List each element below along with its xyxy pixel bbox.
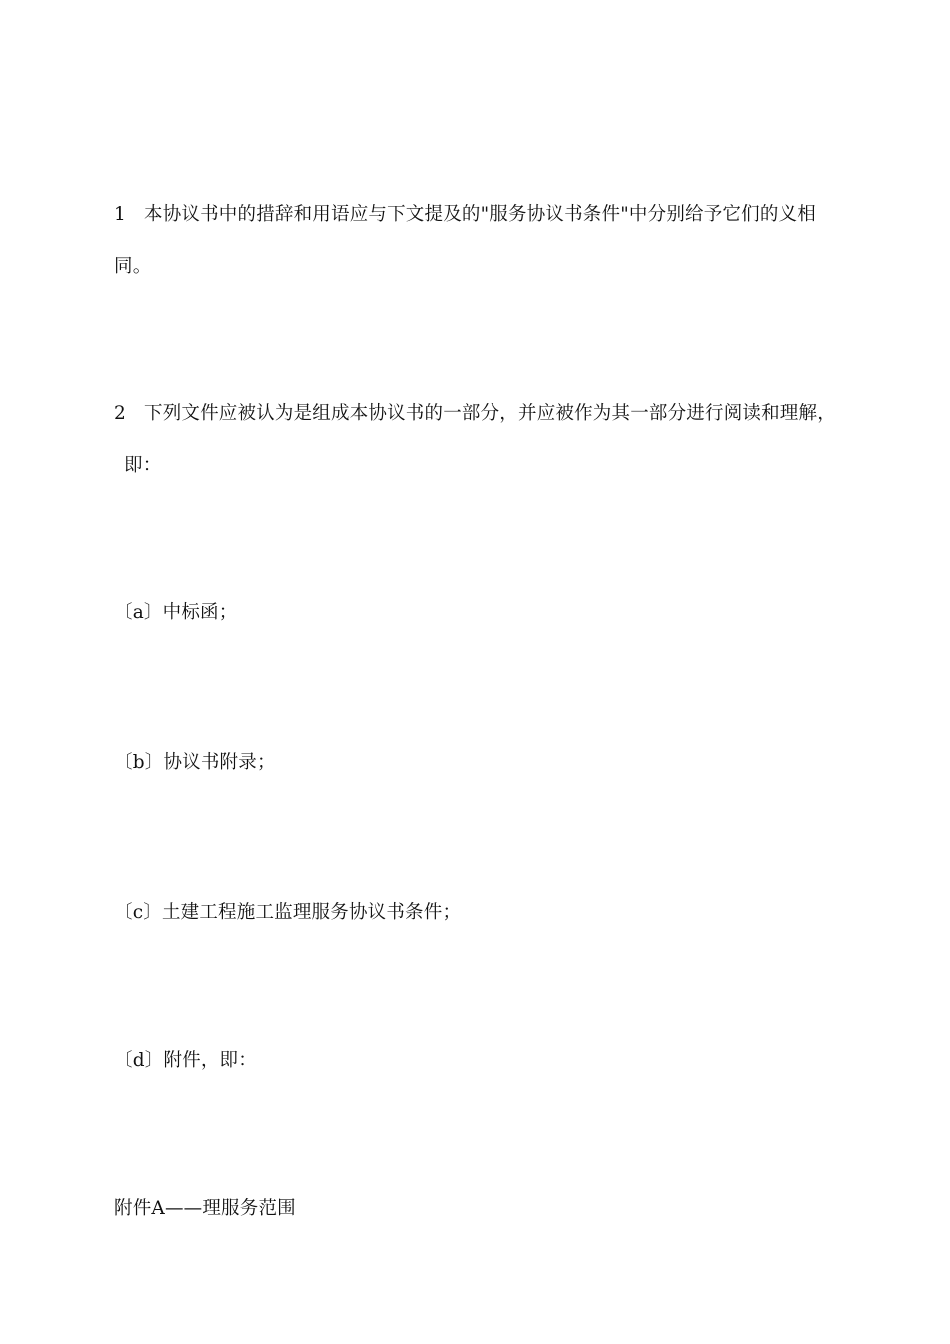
clause-1-line-2: 同。 [114, 256, 152, 277]
clause-2-text: 下列文件应被认为是组成本协议书的一部分，并应被作为其一部分进行阅读和理解， [144, 403, 836, 424]
attachment-a-heading: 附件A——理服务范围 [114, 1198, 296, 1219]
list-item-c: 〔c〕土建工程施工监理服务协议书条件； [114, 902, 462, 923]
clause-1-number: 1 [114, 204, 126, 225]
list-item-b: 〔b〕协议书附录； [114, 752, 276, 773]
list-item-a: 〔a〕中标函； [114, 602, 238, 623]
clause-2-number: 2 [114, 403, 126, 424]
clause-1-text: 本协议书中的措辞和用语应与下文提及的"服务协议书条件"中分别给予它们的义相 [144, 204, 816, 225]
clause-2-line-2: 即： [124, 455, 162, 476]
clause-2-line-1 [114, 402, 836, 426]
list-item-d: 〔d〕附件，即： [114, 1050, 257, 1071]
clause-1-line-1 [114, 203, 816, 227]
